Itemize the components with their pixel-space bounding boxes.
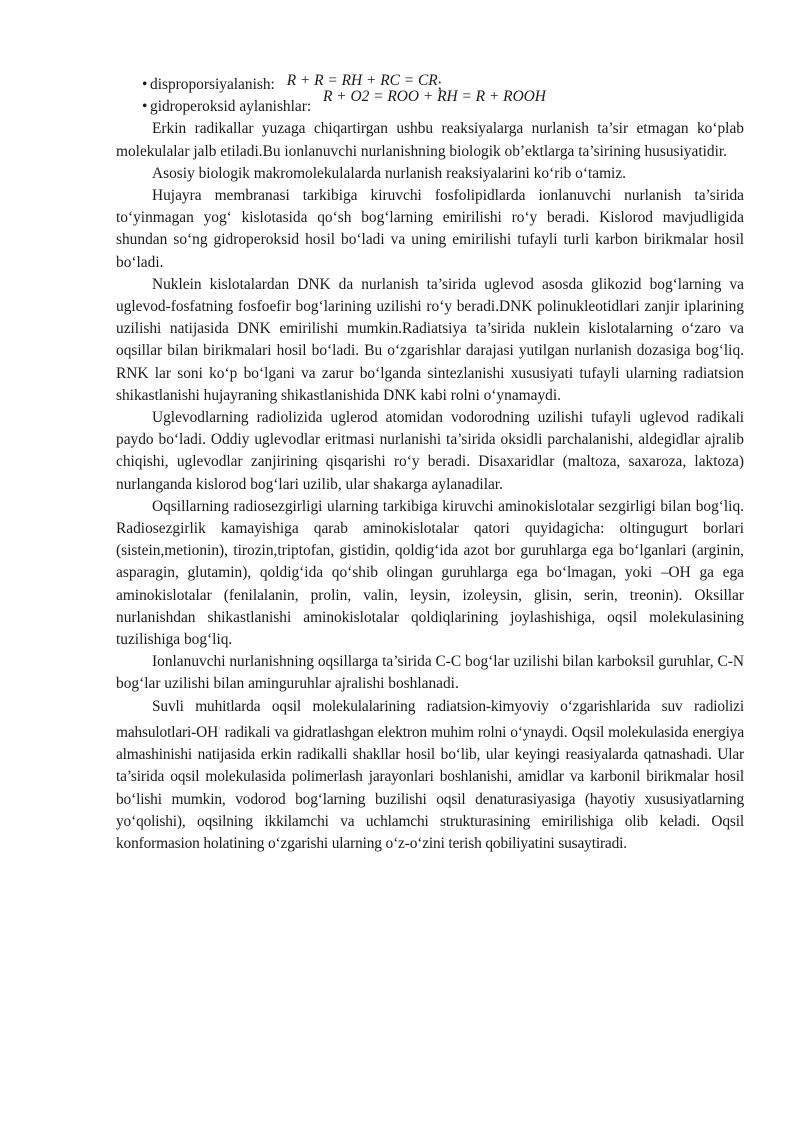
bullet-label: gidroperoksid aylanishlar: bbox=[150, 98, 312, 116]
paragraph: Uglevodlarning radiolizida uglerod atomidan vodorodning uzilishi tufayli uglevod radikali paydo bo‘ladi. Oddiy uglevodlar eritmasi nurlanishi ta’sirida oksidli parchalanishi, aldegidlar ajralib chiqishi, uglevodlar zanjirining qisqarishi ro‘y beradi. Disaxaridlar (maltoza, saxaroza, laktoza) nurlanganda kislorod bog‘lari uzilib, ular shakarga aylanadilar. bbox=[116, 409, 744, 493]
paragraph: Nuklein kislotalardan DNK da nurlanish ta’sirida uglevod asosda glikozid bog‘larning va uglevod-fosfatning fosfoefir bog‘larining uzilishi ro‘y beradi.DNK polinukleotidlari zanjir iplarining uzilishi natijasida DNK emirilishi mumkin.Radiatsiya ta’sirida nuklein kislotalarning o‘zaro va oqsillar bilan birikmalari hosil bo‘ladi. Bu o‘zgarishlar darajasi yutilgan nurlanish dozasiga bog‘liq. RNK lar soni ko‘p bo‘lgani va zarur bo‘lganda sintezlanishi xususiyati tufayli ularning radiatsion shikastlanishi hujayraning shikastlanishida DNK kabi rolni o‘ynamaydi. bbox=[116, 275, 744, 404]
paragraph-part: Suvli muhitlarda oqsil molekulalarining radiatsion-kimyoviy o‘zgarishlarida suv radiolizi mahsulotlari-OH bbox=[116, 697, 744, 742]
formula-hydroperoxide: R + O2 = ROO + RH = R + ROOH bbox=[323, 88, 546, 106]
paragraph: Oqsillarning radiosezgirligi ularning tarkibiga kiruvchi aminokislotalar sezgirligi bilan bog‘liq. Radiosezgirlik kamayishiga qarab aminokislotalar qatori quyidagicha: oltingugurt borlari (sistein,metionin), tirozin,triptofan, gistidin, qoldig‘ida azot bor guruhlarga ega bo‘lganlari (arginin, asparagin, glutamin), qoldig‘ida qo‘shib olingan guruhlarga ega bo‘lmagan, yoki –OH ga ega aminokislotalar (fenilalanin, prolin, valin, leysin, izoleysin, glisin, serin, treonin). Oksillar nurlanishdan shikastlanishi aminokislotalar qoldiqlarining joylashishiga, oqsil molekulasining tuzilishiga bog‘liq. bbox=[116, 497, 744, 649]
paragraph: Erkin radikallar yuzaga chiqartirgan ushbu reaksiyalarga nurlanish ta’sir etmagan ko‘plab molekulalar jalb etiladi.Bu ionlanuvchi nurlanishning biologik ob’ektlarga ta’sirining hususiyatidir. bbox=[116, 120, 744, 160]
paragraph: Hujayra membranasi tarkibiga kiruvchi fosfolipidlarda ionlanuvchi nurlanish ta’sirida to‘yinmagan yog‘ kislotasida qo‘sh bog‘larning emirilishi ro‘y beradi. Kislorod mavjudligida shundan so‘ng gidroperoksid hosil bo‘ladi va uning emirilishi tufayli turli karbon birikmalar hosil bo‘ladi. bbox=[116, 187, 744, 271]
document-page bbox=[116, 74, 744, 855]
radical-dot: · bbox=[218, 723, 221, 733]
paragraph: Ionlanuvchi nurlanishning oqsillarga ta’sirida C-C bog‘lar uzilishi bilan karboksil guruhlar, C-N bog‘lar uzilishi bilan aminguruhlar ajralishi boshlanadi. bbox=[116, 653, 744, 693]
paragraph-part: radikali va gidratlashgan elektron muhim rolni o‘ynaydi. Oqsil molekulasida energiya almashinishi natijasida erkin radikalli shakllar hosil bo‘lib, ular keyingi reasiyalarda qatnashadi. Ular ta’sirida oqsil molekulasida polimerlash jarayonlari boshlanishi, amidlar va karbonil birikmalar hosil bo‘lishi mumkin, vodorod bog‘larning buzilishi oqsil denaturasiyasiga (hayotiy xususiyatlarning yo‘qolishi), oqsilning ikkilamchi va uchlamchi strukturasining emirilishiga olib keladi. Oqsil konformasion holatining o‘zgarishi ularning o‘z-o‘zini terish qobiliyatini susaytiradi. bbox=[116, 724, 744, 853]
bullet-hydroperoxide bbox=[116, 88, 744, 118]
bullet-suffix: ; bbox=[437, 76, 442, 93]
formula-disproportionation: R + R = RH + RC = CR bbox=[286, 72, 438, 89]
paragraph bbox=[116, 696, 744, 856]
bullet-label: disproporsiyalanish: bbox=[150, 76, 275, 93]
paragraph: Asosiy biologik makromolekulalarda nurlanish reaksiyalarini ko‘rib o‘tamiz. bbox=[152, 164, 626, 182]
